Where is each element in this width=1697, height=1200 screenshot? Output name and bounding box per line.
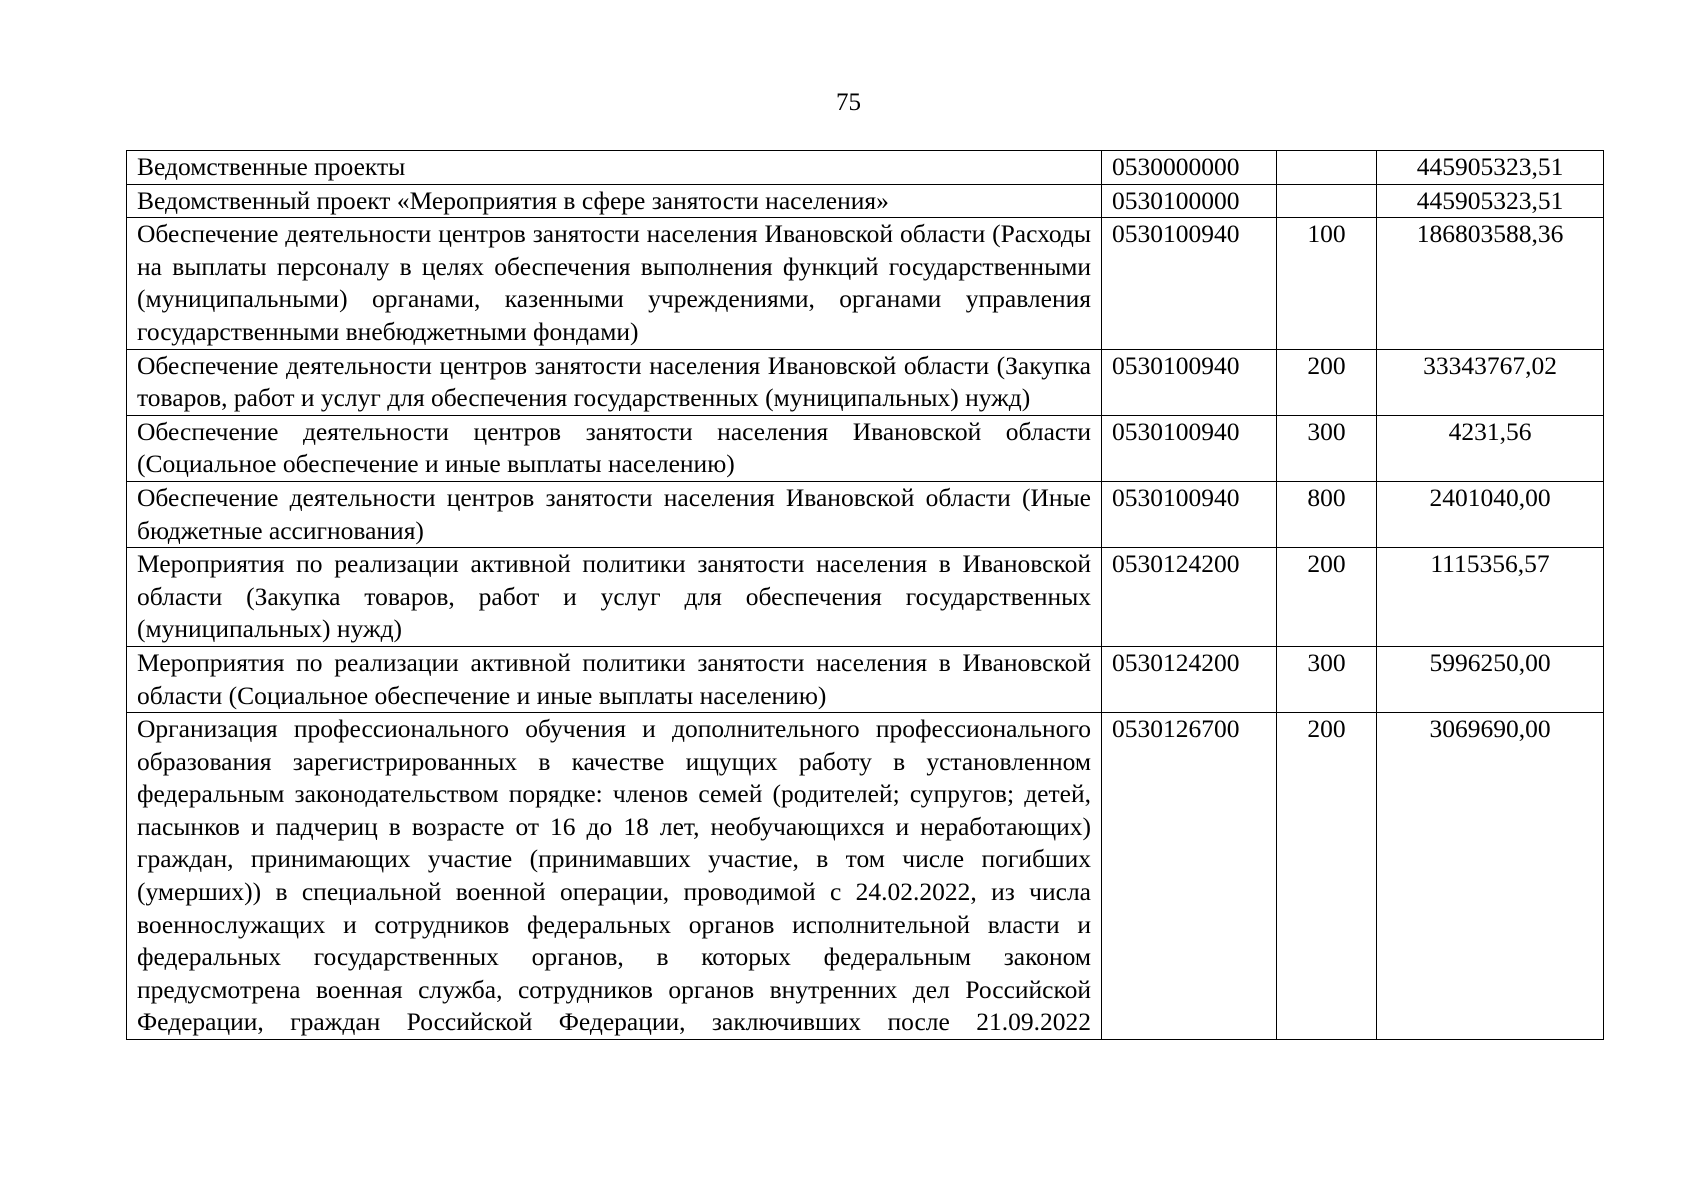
row-expense-type: 800 (1277, 481, 1377, 547)
table-row (127, 184, 1604, 218)
row-target-code: 0530100940 (1102, 481, 1277, 547)
row-name: Ведомственный проект «Мероприятия в сфере занятости населения» (127, 184, 1102, 218)
row-amount: 33343767,02 (1377, 349, 1604, 415)
row-name: Мероприятия по реализации активной политики занятости населения в Ивановской области (Социальное обеспечение и иные выплаты населению) (127, 646, 1102, 712)
row-target-code: 0530124200 (1102, 646, 1277, 712)
row-amount: 445905323,51 (1377, 184, 1604, 218)
table-row (127, 415, 1604, 481)
row-amount: 5996250,00 (1377, 646, 1604, 712)
row-amount: 1115356,57 (1377, 548, 1604, 647)
row-expense-type: 200 (1277, 548, 1377, 647)
row-expense-type: 100 (1277, 218, 1377, 349)
row-expense-type: 300 (1277, 646, 1377, 712)
row-expense-type: 200 (1277, 349, 1377, 415)
row-name: Обеспечение деятельности центров занятости населения Ивановской области (Закупка товаров, работ и услуг для обеспечения государственных (муниципальных) нужд) (127, 349, 1102, 415)
row-target-code: 0530100940 (1102, 349, 1277, 415)
row-expense-type (1277, 151, 1377, 185)
row-amount: 2401040,00 (1377, 481, 1604, 547)
table-row (127, 548, 1604, 647)
row-expense-type: 200 (1277, 713, 1377, 1040)
row-target-code: 0530100940 (1102, 415, 1277, 481)
row-target-code: 0530100940 (1102, 218, 1277, 349)
row-target-code: 0530100000 (1102, 184, 1277, 218)
row-name: Обеспечение деятельности центров занятости населения Ивановской области (Расходы на выплаты персоналу в целях обеспечения выполнения функций государственными (муниципальными) органами, казенными учреждениями, органами управления государственными внебюджетными фондами) (127, 218, 1102, 349)
page-number: 75 (836, 89, 861, 116)
table-row (127, 646, 1604, 712)
row-name: Ведомственные проекты (127, 151, 1102, 185)
row-expense-type (1277, 184, 1377, 218)
row-name: Обеспечение деятельности центров занятости населения Ивановской области (Иные бюджетные ассигнования) (127, 481, 1102, 547)
row-target-code: 0530126700 (1102, 713, 1277, 1040)
row-name: Мероприятия по реализации активной политики занятости населения в Ивановской области (Закупка товаров, работ и услуг для обеспечения государственных (муниципальных) нужд) (127, 548, 1102, 647)
row-name: Организация профессионального обучения и дополнительного профессионального образования зарегистрированных в качестве ищущих работу в установленном федеральным законодательством порядке: членов семей (родителей; супругов; детей, пасынков и падчериц в возрасте от 16 до 18 лет, необучающихся и неработающих) граждан, принимающих участие (принимавших участие, в том числе погибших (умерших)) в специальной военной операции, проводимой с 24.02.2022, из числа военнослужащих и сотрудников федеральных органов исполнительной власти и федеральных государственных органов, в которых федеральным законом предусмотрена военная служба, сотрудников органов внутренних дел Российской Федерации, граждан Российской Федерации, заключивших после 21.09.2022 (127, 713, 1102, 1040)
table-row (127, 481, 1604, 547)
table-row (127, 349, 1604, 415)
row-amount: 186803588,36 (1377, 218, 1604, 349)
budget-table (126, 150, 1604, 1040)
row-target-code: 0530124200 (1102, 548, 1277, 647)
row-amount: 3069690,00 (1377, 713, 1604, 1040)
table-row (127, 151, 1604, 185)
row-target-code: 0530000000 (1102, 151, 1277, 185)
table-row (127, 218, 1604, 349)
row-amount: 445905323,51 (1377, 151, 1604, 185)
table-row (127, 713, 1604, 1040)
row-name: Обеспечение деятельности центров занятости населения Ивановской области (Социальное обеспечение и иные выплаты населению) (127, 415, 1102, 481)
row-expense-type: 300 (1277, 415, 1377, 481)
row-amount: 4231,56 (1377, 415, 1604, 481)
